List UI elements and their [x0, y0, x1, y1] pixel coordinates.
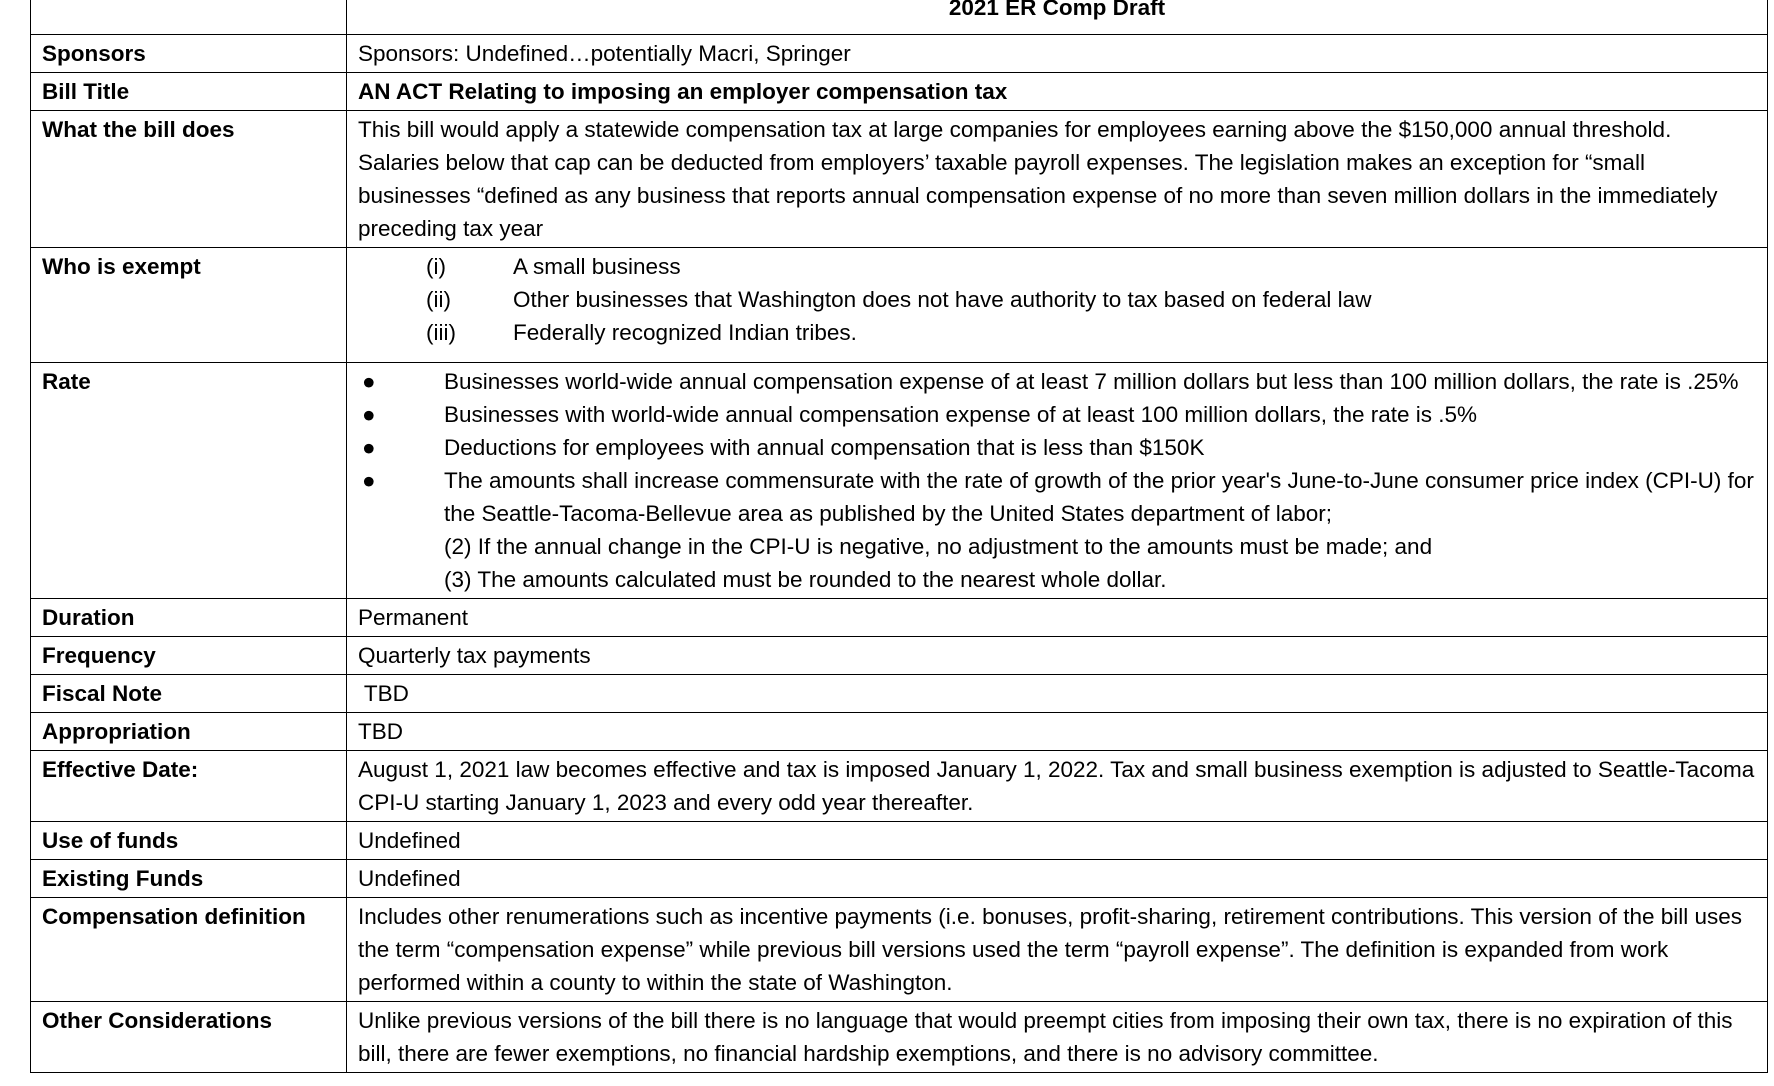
bullet-icon: ● — [362, 369, 376, 394]
bullet-icon: ● — [362, 402, 376, 427]
bill-summary-table — [30, 0, 1768, 1073]
row-label-sponsors: Sponsors — [31, 35, 347, 73]
row-label-who-is-exempt: Who is exempt — [31, 248, 347, 363]
rate-subclause: (2) If the annual change in the CPI-U is negative, no adjustment to the amounts must be made; and — [444, 534, 1433, 559]
table-row — [31, 111, 1768, 248]
table-row — [31, 822, 1768, 860]
table-row — [31, 35, 1768, 73]
row-label-other-considerations: Other Considerations — [31, 1002, 347, 1073]
table-row — [31, 248, 1768, 363]
list-item: ● Businesses with world-wide annual compensation expense of at least 100 million dollars, the rate is .5% — [358, 398, 1756, 431]
table-row — [31, 1002, 1768, 1073]
list-item: ● Businesses world-wide annual compensation expense of at least 7 million dollars but less than 100 million dollars, the rate is .25% — [358, 365, 1756, 398]
row-label-fiscal-note: Fiscal Note — [31, 675, 347, 713]
bullet-icon: ● — [362, 468, 376, 493]
exempt-list — [358, 250, 1756, 349]
table-row — [31, 599, 1768, 637]
list-item: (i) A small business — [426, 254, 681, 279]
row-value-existing-funds: Undefined — [347, 860, 1768, 898]
list-item: ● Deductions for employees with annual compensation that is less than $150K — [358, 431, 1756, 464]
table-row — [31, 751, 1768, 822]
table-row — [31, 898, 1768, 1002]
row-label-effective-date: Effective Date: — [31, 751, 347, 822]
row-label-compensation-definition: Compensation definition — [31, 898, 347, 1002]
row-value-use-of-funds: Undefined — [347, 822, 1768, 860]
row-label-what-bill-does: What the bill does — [31, 111, 347, 248]
row-label-bill-title: Bill Title — [31, 73, 347, 111]
table-row — [31, 73, 1768, 111]
row-label-frequency: Frequency — [31, 637, 347, 675]
row-value-who-is-exempt — [347, 248, 1768, 363]
row-label-existing-funds: Existing Funds — [31, 860, 347, 898]
row-value-fiscal-note: TBD — [347, 675, 1768, 713]
header-blank-cell — [31, 0, 347, 35]
row-value-appropriation: TBD — [347, 713, 1768, 751]
table-row — [31, 675, 1768, 713]
bullet-icon: ● — [362, 435, 376, 460]
table-row — [31, 637, 1768, 675]
row-value-sponsors: Sponsors: Undefined…potentially Macri, Springer — [347, 35, 1768, 73]
table-row — [31, 860, 1768, 898]
row-value-other-considerations: Unlike previous versions of the bill there is no language that would preempt cities from imposing their own tax, there is no expiration of this bill, there are fewer exemptions, no financial hardship exemptions, and there is no advisory committee. — [347, 1002, 1768, 1073]
row-value-effective-date: August 1, 2021 law becomes effective and tax is imposed January 1, 2022. Tax and small business exemption is adjusted to Seattle-Tacoma CPI-U starting January 1, 2023 and every odd year thereafter. — [347, 751, 1768, 822]
document-title: 2021 ER Comp Draft — [347, 0, 1768, 35]
list-item: (iii) Federally recognized Indian tribes. — [426, 320, 857, 345]
rate-list — [358, 365, 1756, 530]
row-label-appropriation: Appropriation — [31, 713, 347, 751]
row-label-rate: Rate — [31, 363, 347, 599]
list-item: ● The amounts shall increase commensurate with the rate of growth of the prior year's June-to-June consumer price index (CPI-U) for the Seattle-Tacoma-Bellevue area as published by the United States department of labor; — [358, 464, 1756, 530]
row-value-duration: Permanent — [347, 599, 1768, 637]
table-row — [31, 363, 1768, 599]
rate-subclause: (3) The amounts calculated must be rounded to the nearest whole dollar. — [444, 567, 1167, 592]
table-header-row — [31, 0, 1768, 35]
row-value-rate — [347, 363, 1768, 599]
table-row — [31, 713, 1768, 751]
row-label-use-of-funds: Use of funds — [31, 822, 347, 860]
list-item: (ii) Other businesses that Washington does not have authority to tax based on federal law — [426, 287, 1372, 312]
row-label-duration: Duration — [31, 599, 347, 637]
row-value-what-bill-does: This bill would apply a statewide compensation tax at large companies for employees earning above the $150,000 annual threshold. Salaries below that cap can be deducted from employers’ taxable payroll expenses. The legislation makes an exception for “small businesses “defined as any business that reports annual compensation expense of no more than seven million dollars in the immediately preceding tax year — [347, 111, 1768, 248]
row-value-frequency: Quarterly tax payments — [347, 637, 1768, 675]
row-value-compensation-definition: Includes other renumerations such as incentive payments (i.e. bonuses, profit-sharing, retirement contributions. This version of the bill uses the term “compensation expense” while previous bill versions used the term “payroll expense”. The definition is expanded from work performed within a county to within the state of Washington. — [347, 898, 1768, 1002]
row-value-bill-title: AN ACT Relating to imposing an employer compensation tax — [347, 73, 1768, 111]
